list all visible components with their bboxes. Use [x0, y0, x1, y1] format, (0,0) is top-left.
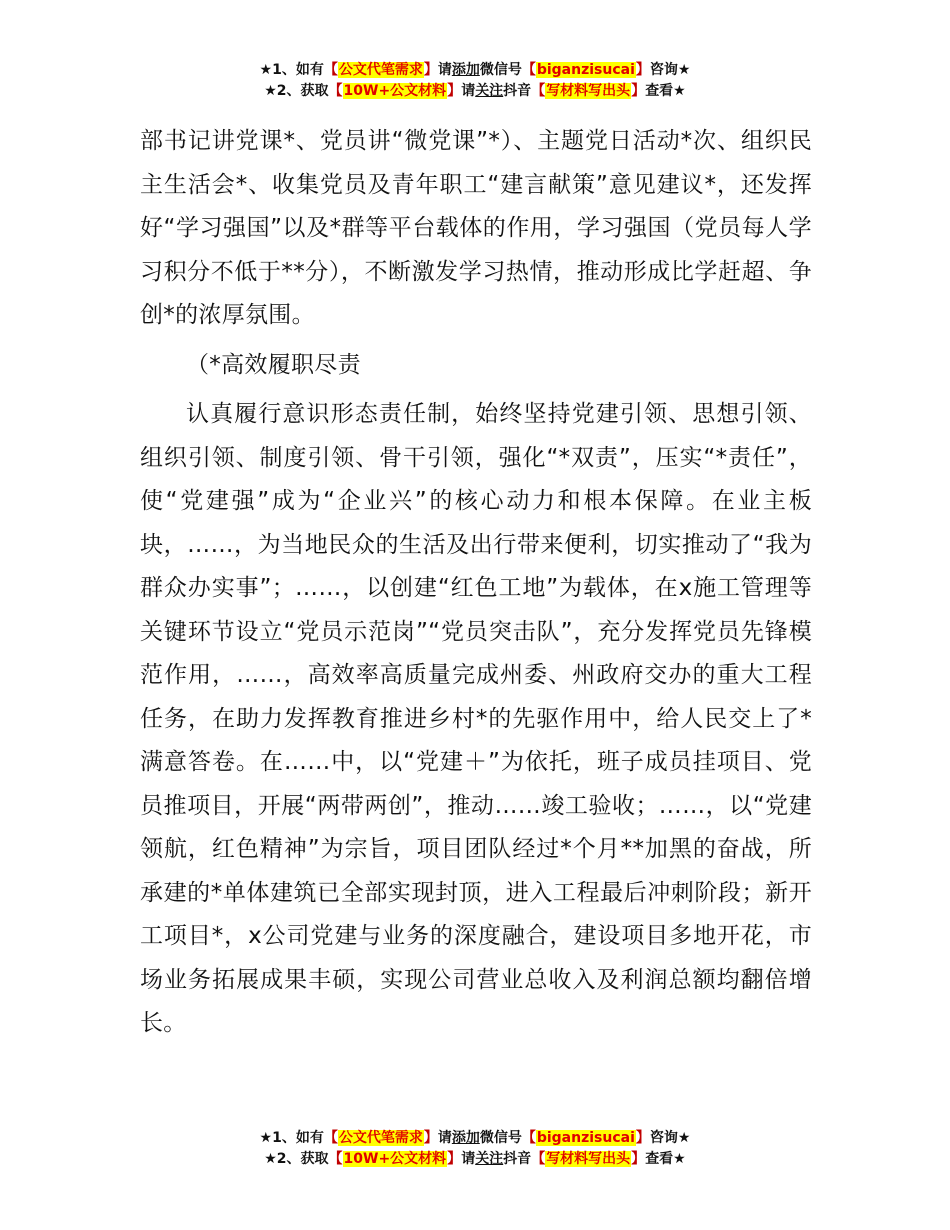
bracket: 【 — [521, 62, 536, 78]
promo-text: 微信号 — [479, 62, 522, 78]
bracket: 【 — [328, 83, 343, 99]
bracket: 】 — [447, 83, 462, 99]
promo-line-2 — [0, 1149, 950, 1170]
promo-line-2 — [0, 81, 950, 102]
promo-emphasis: 添加 — [451, 62, 480, 78]
promo-text: 查看★ — [645, 83, 686, 99]
promo-text: ★2、获取 — [264, 1151, 329, 1167]
promo-text: 咨询★ — [649, 62, 691, 78]
promo-text: 咨询★ — [649, 1130, 691, 1146]
paragraph-continued: 部书记讲党课*、党员讲“微党课”*）、主题党日活动*次、组织民主生活会*、收集党员及青年职工“建言献策”意见建议*，还发挥好“学习强国”以及*群等平台载体的作用，学习强国（党员每人学习积分不低于**分），不断激发学习热情，推动形成比学赶超、争创*的浓厚氛围。 — [140, 128, 812, 328]
promo-text: 请 — [437, 1130, 452, 1146]
bracket: 】 — [423, 62, 438, 78]
promo-line-1 — [0, 1128, 950, 1149]
bracket: 】 — [423, 1130, 438, 1146]
highlight-douyin-id: 写材料写出头 — [546, 1151, 631, 1167]
footer-promo-banner — [0, 1128, 950, 1170]
highlight-douyin-id: 写材料写出头 — [546, 83, 631, 99]
section-heading: （*高效履职尽责 — [186, 351, 361, 378]
bracket: 】 — [635, 62, 650, 78]
promo-text: 查看★ — [645, 1151, 686, 1167]
promo-line-1 — [0, 60, 950, 81]
bracket: 【 — [531, 1151, 546, 1167]
promo-text: 请 — [461, 83, 476, 99]
bracket: 】 — [631, 83, 646, 99]
promo-text: 抖音 — [503, 83, 532, 99]
header-promo-banner — [0, 60, 950, 102]
document-body — [140, 120, 812, 1046]
highlight-service: 公文代笔需求 — [338, 62, 423, 78]
bracket: 【 — [521, 1130, 536, 1146]
promo-text: ★1、如有 — [259, 62, 324, 78]
promo-text: 请 — [437, 62, 452, 78]
highlight-service: 公文代笔需求 — [338, 1130, 423, 1146]
promo-text: ★1、如有 — [259, 1130, 324, 1146]
promo-text: 请 — [461, 1151, 476, 1167]
promo-emphasis: 关注 — [475, 1151, 504, 1167]
bracket: 】 — [635, 1130, 650, 1146]
bracket: 【 — [323, 1130, 338, 1146]
bracket: 【 — [531, 83, 546, 99]
bracket: 】 — [447, 1151, 462, 1167]
promo-emphasis: 关注 — [475, 83, 504, 99]
promo-text: 抖音 — [503, 1151, 532, 1167]
paragraph: 认真履行意识形态责任制，始终坚持党建引领、思想引领、组织引领、制度引领、骨干引领，强化“*双责”，压实“*责任”，使“党建强”成为“企业兴”的核心动力和根本保障。在业主板块，……，为当地民众的生活及出行带来便利，切实推动了“我为群众办实事”；……，以创建“红色工地”为载体，在x施工管理等关键环节设立“党员示范岗”“党员突击队”，充分发挥党员先锋模范作用，……，高效率高质量完成州委、州政府交办的重大工程任务，在助力发挥教育推进乡村*的先驱作用中，给人民交上了*满意答卷。在……中，以“党建＋”为依托，班子成员挂项目、党员推项目，开展“两带两创”，推动……竣工验收；……，以“党建领航，红色精神”为宗旨，项目团队经过*个月**加黑的奋战，所承建的*单体建筑已全部实现封顶，进入工程最后冲刺阶段；新开工项目*，x公司党建与业务的深度融合，建设项目多地开花，市场业务拓展成果丰硕，实现公司营业总收入及利润总额均翻倍增长。 — [140, 401, 812, 1036]
bracket: 】 — [631, 1151, 646, 1167]
promo-emphasis: 添加 — [451, 1130, 480, 1146]
highlight-materials: 10W+公文材料 — [343, 1151, 447, 1167]
highlight-wechat-id: biganzisucai — [536, 62, 635, 78]
bracket: 【 — [323, 62, 338, 78]
promo-text: 微信号 — [479, 1130, 522, 1146]
highlight-wechat-id: biganzisucai — [536, 1130, 635, 1146]
highlight-materials: 10W+公文材料 — [343, 83, 447, 99]
promo-text: ★2、获取 — [264, 83, 329, 99]
bracket: 【 — [328, 1151, 343, 1167]
